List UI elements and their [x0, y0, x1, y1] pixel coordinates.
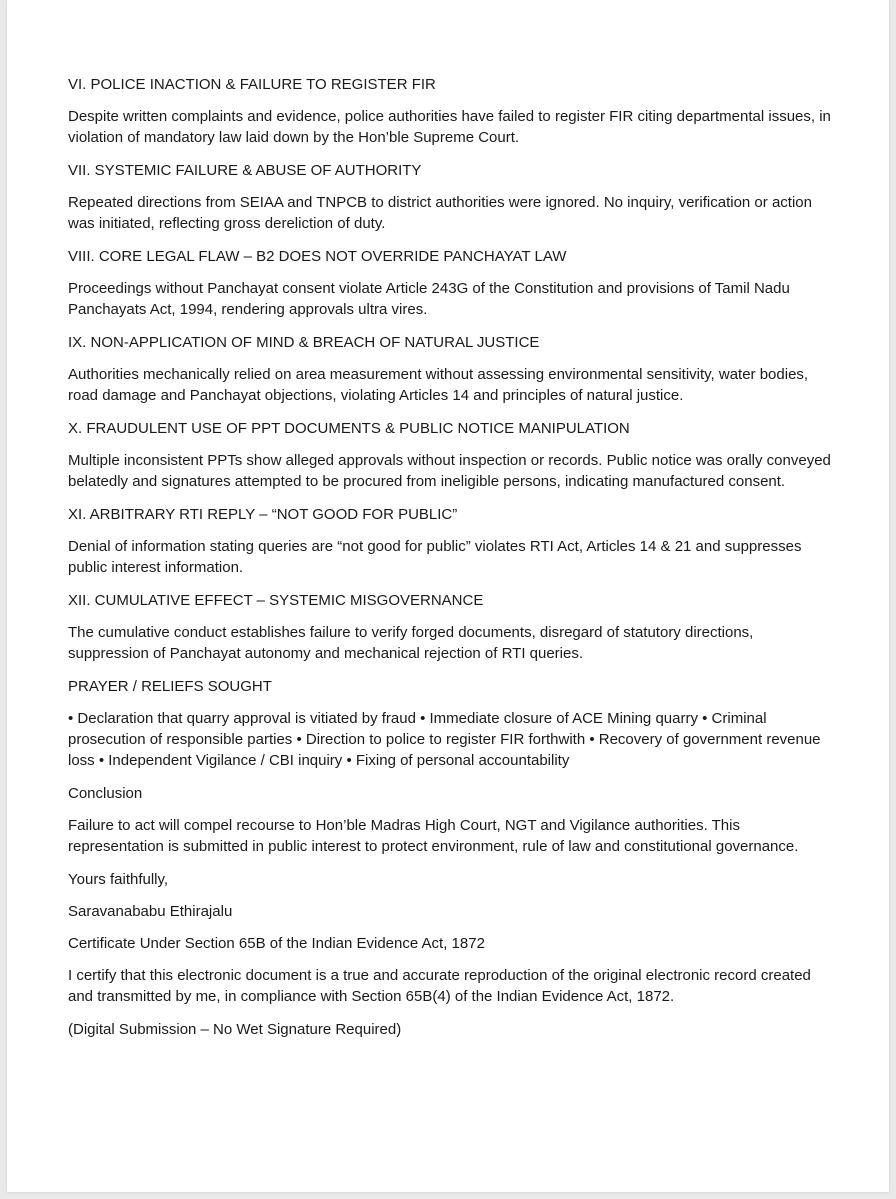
- section-body-xi: Denial of information stating queries are “not good for public” violates RTI Act, Articles 14 & 21 and suppresses public interest information.: [68, 538, 802, 576]
- document-body: [68, 74, 838, 1052]
- section-heading-xii: XII. CUMULATIVE EFFECT – SYSTEMIC MISGOVERNANCE: [68, 592, 484, 609]
- section-body-ix: Authorities mechanically relied on area measurement without assessing environmental sensitivity, water bodies, road damage and Panchayat objections, violating Articles 14 and principles of natural justice.: [68, 366, 809, 404]
- certificate-body: I certify that this electronic document is a true and accurate reproduction of the original electronic record created and transmitted by me, in compliance with Section 65B(4) of the Indian Evidence Act, 1872.: [68, 967, 811, 1005]
- conclusion-body: Failure to act will compel recourse to Hon’ble Madras High Court, NGT and Vigilance authorities. This representation is submitted in public interest to protect environment, rule of law and constitutional governance.: [68, 817, 799, 855]
- signatory-name: Saravanababu Ethirajalu: [68, 903, 233, 920]
- section-body-x: Multiple inconsistent PPTs show alleged approvals without inspection or records. Public notice was orally conveyed belatedly and signatures attempted to be procured from ineligible persons, indicating manufactured consent.: [68, 452, 831, 490]
- closing-salutation: Yours faithfully,: [68, 871, 169, 888]
- section-heading-xi: XI. ARBITRARY RTI REPLY – “NOT GOOD FOR PUBLIC”: [68, 506, 458, 523]
- section-heading-vii: VII. SYSTEMIC FAILURE & ABUSE OF AUTHORITY: [68, 162, 422, 179]
- section-heading-viii: VIII. CORE LEGAL FLAW – B2 DOES NOT OVERRIDE PANCHAYAT LAW: [68, 248, 567, 265]
- prayer-heading: PRAYER / RELIEFS SOUGHT: [68, 678, 272, 695]
- section-heading-vi: VI. POLICE INACTION & FAILURE TO REGISTER FIR: [68, 76, 436, 93]
- section-heading-x: X. FRAUDULENT USE OF PPT DOCUMENTS & PUBLIC NOTICE MANIPULATION: [68, 420, 630, 437]
- section-heading-ix: IX. NON-APPLICATION OF MIND & BREACH OF NATURAL JUSTICE: [68, 334, 540, 351]
- section-body-vii: Repeated directions from SEIAA and TNPCB to district authorities were ignored. No inquiry, verification or action was initiated, reflecting gross dereliction of duty.: [68, 194, 812, 232]
- section-body-viii: Proceedings without Panchayat consent violate Article 243G of the Constitution and provisions of Tamil Nadu Panchayats Act, 1994, rendering approvals ultra vires.: [68, 280, 790, 318]
- section-body-vi: Despite written complaints and evidence, police authorities have failed to register FIR citing departmental issues, in violation of mandatory law laid down by the Hon’ble Supreme Court.: [68, 108, 831, 146]
- certificate-heading: Certificate Under Section 65B of the Indian Evidence Act, 1872: [68, 935, 485, 952]
- prayer-body: • Declaration that quarry approval is vitiated by fraud • Immediate closure of ACE Mining quarry • Criminal prosecution of responsible parties • Direction to police to register FIR forthwith • Recovery of government revenue loss • Independent Vigilance / CBI inquiry • Fixing of personal accountability: [68, 710, 821, 769]
- document-page: [7, 0, 889, 1192]
- section-body-xii: The cumulative conduct establishes failure to verify forged documents, disregard of statutory directions, suppression of Panchayat autonomy and mechanical rejection of RTI queries.: [68, 624, 754, 662]
- certificate-note: (Digital Submission – No Wet Signature Required): [68, 1021, 402, 1038]
- conclusion-heading: Conclusion: [68, 785, 143, 802]
